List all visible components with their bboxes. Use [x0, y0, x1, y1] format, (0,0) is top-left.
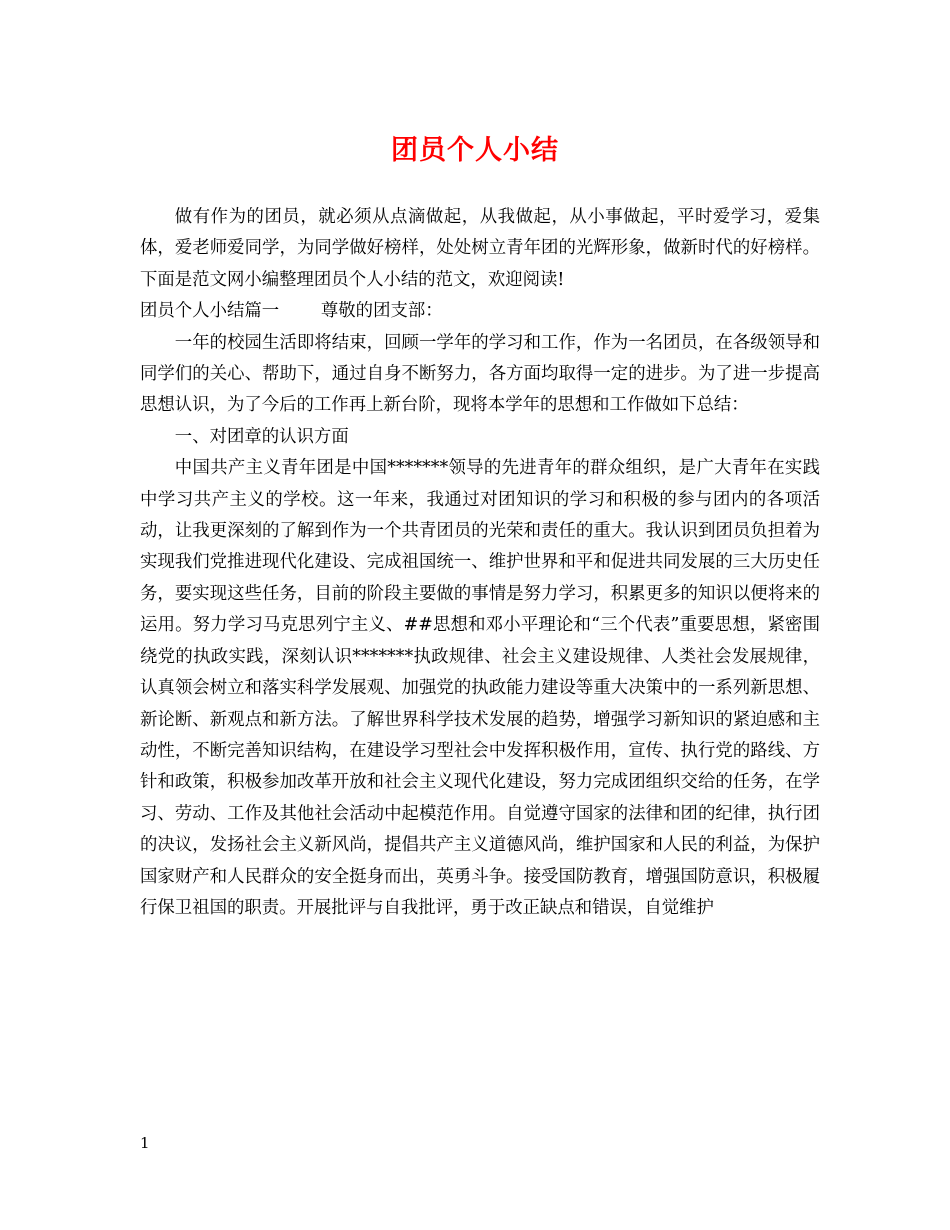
paragraph-1: 一年的校园生活即将结束，回顾一学年的学习和工作，作为一名团员，在各级领导和同学们的关心、帮助下，通过自身不断努力，各方面均取得一定的进步。为了进一步提高思想认识，为了今后的工作再上新台阶，现将本学年的思想和工作做如下总结：: [140, 332, 820, 416]
section-heading-line: [140, 296, 820, 327]
page-number: 1: [140, 1134, 150, 1152]
paragraph-2: 中国共产主义青年团是中国*******领导的先进青年的群众组织，是广大青年在实践中学习共产主义的学校。这一年来，我通过对团知识的学习和积极的参与团内的各项活动，让我更深刻的了解到作为一个共青团员的光荣和责任的重大。我认识到团员负担着为实现我们党推进现代化建设、完成祖国统一、维护世界和平和促进共同发展的三大历史任务，要实现这些任务，目前的阶段主要做的事情是努力学习，积累更多的知识以便将来的运用。努力学习马克思列宁主义、##思想和邓小平理论和“三个代表”重要思想，紧密围绕党的执政实践，深刻认识*******执政规律、社会主义建设规律、人类社会发展规律，认真领会树立和落实科学发展观、加强党的执政能力建设等重大决策中的一系列新思想、新论断、新观点和新方法。了解世界科学技术发展的趋势，增强学习新知识的紧迫感和主动性，不断完善知识结构，在建设学习型社会中发挥积极作用，宣传、执行党的路线、方针和政策，积极参加改革开放和社会主义现代化建设，努力完成团组织交给的任务，在学习、劳动、工作及其他社会活动中起模范作用。自觉遵守国家的法律和团的纪律，执行团的决议，发扬社会主义新风尚，提倡共产主义道德风尚，维护国家和人民的利益，为保护国家财产和人民群众的安全挺身而出，英勇斗争。接受国防教育，增强国防意识，积极履行保卫祖国的职责。开展批评与自我批评，勇于改正缺点和错误，自觉维护: [140, 458, 820, 918]
salutation: 尊敬的团支部：: [320, 301, 443, 322]
document-title: 团员个人小结: [391, 135, 559, 166]
intro-paragraph: 做有作为的团员，就必须从点滴做起，从我做起，从小事做起，平时爱学习，爱集体，爱老师爱同学，为同学做好榜样，处处树立青年团的光辉形象，做新时代的好榜样。下面是范文网小编整理团员个人小结的范文，欢迎阅读!: [140, 207, 820, 290]
document-body: [140, 202, 820, 924]
subheading-1: 一、对团章的认识方面: [174, 426, 349, 447]
section-heading: 团员个人小结篇一: [140, 301, 280, 322]
